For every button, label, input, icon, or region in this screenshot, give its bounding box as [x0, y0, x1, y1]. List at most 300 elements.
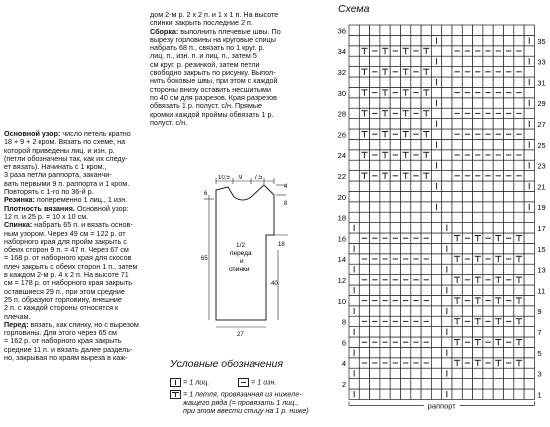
row-label-right: 29	[537, 99, 546, 109]
chart-cell	[401, 77, 411, 87]
chart-cell	[359, 202, 369, 212]
chart-cell	[370, 306, 380, 316]
row-label-right: 13	[537, 265, 546, 275]
line-text: наборного края для пройм закрыть с	[4, 236, 127, 246]
chart-cell	[421, 119, 431, 129]
chart-cell	[504, 285, 514, 295]
row-label-right: 17	[537, 224, 546, 233]
chart-cell	[514, 285, 524, 295]
row-label-right: 15	[537, 244, 546, 254]
chart-cell	[452, 202, 462, 212]
row-label-left: 26	[337, 130, 346, 140]
row-label-right: 3	[537, 369, 542, 379]
chart-cell	[390, 212, 400, 222]
chart-cell	[504, 368, 514, 378]
chart-cell	[390, 56, 400, 66]
chart-cell	[504, 35, 514, 45]
row-label-right: 7	[537, 328, 542, 337]
chart-cell	[452, 285, 462, 295]
chart-cell	[473, 212, 483, 222]
chart-cell	[431, 243, 441, 253]
chart-cell	[401, 160, 411, 170]
chart-cell	[349, 295, 359, 305]
chart-cell	[514, 389, 524, 399]
chart-cell	[390, 35, 400, 45]
chart-cell	[411, 212, 421, 222]
chart-cell	[380, 389, 390, 399]
row-label-left: 20	[337, 192, 346, 202]
chart-cell	[462, 379, 472, 389]
line-text: число петель кратно	[60, 129, 131, 138]
chart-cell	[431, 46, 441, 56]
chart-cell	[524, 171, 534, 181]
row-label-left: 30	[337, 88, 346, 98]
chart-cell	[462, 202, 472, 212]
chart-cell	[524, 379, 534, 389]
chart-cell	[524, 389, 534, 399]
chart-cell	[524, 212, 534, 222]
chart-cell	[452, 379, 462, 389]
chart-cell	[442, 119, 452, 129]
chart-cell	[524, 295, 534, 305]
chart-cell	[380, 379, 390, 389]
row-label-left: 10	[337, 296, 346, 306]
chart-cell	[370, 379, 380, 389]
chart-cell	[493, 98, 503, 108]
chart-cell	[473, 389, 483, 399]
tuck-stitch-symbol-icon	[170, 390, 181, 399]
chart-cell	[473, 264, 483, 274]
line-text: оставшиеся 29 п., при этом средние	[4, 286, 125, 296]
chart-cell	[431, 358, 441, 368]
line-text: ет вязать). Начинать с 1 кром.,	[4, 162, 107, 172]
chart-cell	[514, 264, 524, 274]
chart-cell	[504, 212, 514, 222]
chart-cell	[473, 368, 483, 378]
chart-cell	[493, 243, 503, 253]
chart-cell	[380, 181, 390, 191]
chart-cell	[401, 119, 411, 129]
chart-cell	[462, 306, 472, 316]
line-text: но, закрывая по краям выреза в каж-	[4, 353, 128, 363]
chart-cell	[370, 264, 380, 274]
chart-cell	[452, 389, 462, 399]
bold-heading: Спинка:	[4, 220, 33, 230]
chart-cell	[452, 243, 462, 253]
chart-cell	[359, 285, 369, 295]
chart-cell	[349, 254, 359, 264]
chart-cell	[442, 191, 452, 201]
chart-cell	[401, 243, 411, 253]
chart-cell	[421, 181, 431, 191]
chart-cell	[442, 98, 452, 108]
chart-cell	[349, 181, 359, 191]
chart-cell	[380, 202, 390, 212]
chart-cell	[462, 160, 472, 170]
chart-cell	[483, 368, 493, 378]
row-label-right: 19	[537, 203, 546, 213]
chart-cell	[514, 212, 524, 222]
chart-cell	[349, 275, 359, 285]
chart-cell	[411, 139, 421, 149]
line-text: = 162 р. от наборного края закрыть	[4, 336, 122, 346]
row-label-left: 16	[337, 234, 346, 244]
chart-cell	[390, 191, 400, 201]
chart-cell	[421, 264, 431, 274]
chart-cell	[421, 389, 431, 399]
chart-cell	[514, 347, 524, 357]
chart-cell	[401, 191, 411, 201]
chart-cell	[359, 139, 369, 149]
chart-cell	[370, 191, 380, 201]
chart-cell	[359, 98, 369, 108]
chart-cell	[504, 223, 514, 233]
chart-cell	[483, 56, 493, 66]
chart-cell	[359, 347, 369, 357]
chart-cell	[380, 98, 390, 108]
chart-cell	[473, 327, 483, 337]
line-text: (петли обозначены так, как их следу-	[4, 153, 128, 163]
chart-cell	[442, 67, 452, 77]
dim-right-18: 18	[278, 242, 285, 248]
chart-cell	[524, 316, 534, 326]
line-text: выполнить плечевые швы. По	[178, 26, 281, 36]
chart-cell	[452, 25, 462, 35]
dim-top-1: 10,5	[218, 175, 230, 181]
chart-cell	[431, 306, 441, 316]
line-text: Повторять с 1-го по 36-й р.	[4, 187, 94, 197]
chart-cell	[442, 316, 452, 326]
chart-cell	[359, 160, 369, 170]
row-label-right: 31	[537, 78, 546, 88]
chart-cell	[493, 306, 503, 316]
chart-cell	[431, 295, 441, 305]
chart-cell	[493, 139, 503, 149]
chart-cell	[462, 35, 472, 45]
row-label-left: 2	[341, 380, 346, 389]
chart-cell	[411, 264, 421, 274]
chart-cell	[462, 223, 472, 233]
chart-cell	[349, 358, 359, 368]
chart-cell	[431, 25, 441, 35]
chart-cell	[493, 389, 503, 399]
chart-cell	[504, 139, 514, 149]
chart-cell	[390, 264, 400, 274]
chart-cell	[452, 191, 462, 201]
chart-cell	[462, 139, 472, 149]
chart-cell	[421, 191, 431, 201]
chart-cell	[524, 25, 534, 35]
chart-cell	[401, 264, 411, 274]
chart-cell	[483, 139, 493, 149]
chart-cell	[359, 379, 369, 389]
legend-purl	[238, 378, 276, 387]
chart-cell	[431, 368, 441, 378]
chart-cell	[359, 181, 369, 191]
chart-cell	[359, 191, 369, 201]
chart-cell	[504, 25, 514, 35]
dim-right-8: 8	[284, 201, 288, 207]
chart-cell	[380, 119, 390, 129]
chart-cell	[473, 191, 483, 201]
chart-cell	[349, 160, 359, 170]
chart-cell	[421, 327, 431, 337]
chart-cell	[442, 358, 452, 368]
chart-cell	[473, 139, 483, 149]
chart-cell	[442, 87, 452, 97]
chart-cell	[504, 191, 514, 201]
chart-cell	[421, 202, 431, 212]
chart-cell	[380, 327, 390, 337]
chart-cell	[411, 202, 421, 212]
chart-cell	[504, 181, 514, 191]
chart-cell	[504, 389, 514, 399]
chart-cell	[462, 181, 472, 191]
chart-cell	[359, 368, 369, 378]
legend-tuck	[170, 390, 309, 415]
chart-cell	[431, 150, 441, 160]
line-text: попеременно 1 лиц., 1 изн.	[34, 195, 128, 205]
chart-cell	[483, 264, 493, 274]
chart-cell	[473, 35, 483, 45]
chart-cell	[452, 181, 462, 191]
chart-cell	[401, 35, 411, 45]
chart-cell	[349, 87, 359, 97]
chart-cell	[442, 171, 452, 181]
chart-cell	[442, 150, 452, 160]
chart-cell	[524, 46, 534, 56]
chart-cell	[411, 306, 421, 316]
chart-cell	[390, 181, 400, 191]
chart-cell	[370, 223, 380, 233]
chart-cell	[421, 379, 431, 389]
chart-cell	[349, 129, 359, 139]
chart-cell	[421, 98, 431, 108]
chart-cell	[431, 316, 441, 326]
chart-cell	[380, 347, 390, 357]
chart-cell	[493, 347, 503, 357]
chart-cell	[370, 56, 380, 66]
chart-cell	[370, 35, 380, 45]
chart-cell	[349, 35, 359, 45]
chart-cell	[421, 306, 431, 316]
line-text: 2 п. с каждой стороны относятся к	[4, 303, 119, 313]
chart-cell	[421, 212, 431, 222]
chart-cell	[442, 129, 452, 139]
chart-cell	[359, 327, 369, 337]
chart-cell	[421, 368, 431, 378]
chart-cell	[483, 347, 493, 357]
chart-cell	[493, 264, 503, 274]
chart-cell	[401, 56, 411, 66]
chart-cell	[462, 389, 472, 399]
chart-cell	[411, 285, 421, 295]
chart-cell	[452, 119, 462, 129]
chart-cell	[483, 181, 493, 191]
dim-height-40: 40	[271, 281, 278, 287]
row-label-right: 21	[537, 182, 546, 192]
chart-cell	[390, 160, 400, 170]
chart-cell	[493, 327, 503, 337]
chart-cell	[473, 25, 483, 35]
chart-cell	[370, 368, 380, 378]
chart-cell	[524, 347, 534, 357]
chart-cell	[504, 379, 514, 389]
chart-cell	[442, 202, 452, 212]
chart-cell	[421, 139, 431, 149]
chart-cell	[524, 285, 534, 295]
chart-cell	[401, 389, 411, 399]
legend-purl-text: = 1 изн.	[251, 377, 277, 387]
chart-cell	[524, 87, 534, 97]
chart-cell	[390, 347, 400, 357]
chart-cell	[473, 181, 483, 191]
chart-cell	[390, 77, 400, 87]
chart-cell	[514, 77, 524, 87]
left-column-line	[4, 354, 139, 362]
chart-cell	[483, 243, 493, 253]
chart-cell	[390, 306, 400, 316]
chart-cell	[431, 389, 441, 399]
chart-cell	[349, 191, 359, 201]
line-text: вырезу горловины на круговые спицы	[150, 34, 276, 44]
chart-cell	[411, 223, 421, 233]
chart-cell	[462, 56, 472, 66]
chart-cell	[380, 56, 390, 66]
chart-cell	[411, 191, 421, 201]
row-label-left: 12	[337, 276, 346, 285]
chart-cell	[452, 327, 462, 337]
chart-cell	[359, 35, 369, 45]
pattern-label-1: 1/2	[236, 242, 246, 249]
chart-cell	[514, 379, 524, 389]
chart-cell	[431, 264, 441, 274]
chart-cell	[504, 306, 514, 316]
garment-pattern-diagram	[196, 175, 316, 340]
chart-cell	[524, 337, 534, 347]
chart-cell	[349, 67, 359, 77]
chart-cell	[359, 243, 369, 253]
chart-cell	[421, 160, 431, 170]
chart-cell	[462, 98, 472, 108]
chart-cell	[370, 285, 380, 295]
chart-cell	[380, 160, 390, 170]
chart-cell	[442, 139, 452, 149]
chart-cell	[483, 77, 493, 87]
chart-cell	[452, 139, 462, 149]
chart-cell	[524, 129, 534, 139]
chart-cell	[349, 316, 359, 326]
chart-cell	[452, 264, 462, 274]
chart-cell	[390, 368, 400, 378]
rapport-label: раппорт	[427, 401, 456, 411]
row-label-right: 9	[537, 307, 542, 317]
bold-heading: Основной узор:	[4, 129, 61, 138]
chart-cell	[431, 191, 441, 201]
chart-cell	[524, 358, 534, 368]
chart-cell	[493, 181, 503, 191]
chart-cell	[483, 191, 493, 201]
chart-cell	[462, 77, 472, 87]
chart-cell	[359, 306, 369, 316]
chart-cell	[359, 223, 369, 233]
chart-cell	[493, 25, 503, 35]
line-text: свободно закрыть по рисунку. Выпол-	[150, 68, 276, 78]
chart-cell	[411, 56, 421, 66]
chart-cell	[431, 87, 441, 97]
chart-cell	[390, 223, 400, 233]
row-label-left: 28	[337, 109, 346, 119]
legend-tuck-text-2: жащего ряда (= провязать 1 лиц.,	[183, 398, 299, 407]
chart-cell	[504, 98, 514, 108]
chart-cell	[452, 56, 462, 66]
chart-cell	[452, 77, 462, 87]
line-text: полуст. с/н.	[150, 117, 188, 127]
chart-cell	[462, 264, 472, 274]
chart-cell	[431, 67, 441, 77]
chart-cell	[483, 379, 493, 389]
chart-cell	[370, 181, 380, 191]
chart-cell	[452, 306, 462, 316]
chart-cell	[380, 25, 390, 35]
chart-cell	[452, 98, 462, 108]
chart-cell	[452, 212, 462, 222]
chart-cell	[431, 337, 441, 347]
middle-column-line	[150, 119, 281, 127]
chart-cell	[370, 25, 380, 35]
chart-cell	[514, 191, 524, 201]
chart-cell	[442, 337, 452, 347]
line-text: средние 11 п. и вязать далее раздель-	[4, 344, 133, 354]
chart-cell	[349, 337, 359, 347]
row-label-left: 4	[341, 359, 346, 369]
bold-heading: Перед:	[4, 319, 29, 329]
row-label-left: 24	[337, 151, 346, 161]
chart-cell	[462, 212, 472, 222]
chart-cell	[524, 368, 534, 378]
line-text: ным узором. Через 49 см = 122 р. от	[4, 228, 126, 238]
chart-cell	[359, 56, 369, 66]
row-label-right: 35	[537, 36, 546, 46]
chart-cell	[504, 264, 514, 274]
chart-cell	[370, 202, 380, 212]
chart-cell	[442, 181, 452, 191]
chart-cell	[524, 254, 534, 264]
row-label-right: 23	[537, 161, 546, 171]
chart-cell	[411, 379, 421, 389]
chart-cell	[493, 56, 503, 66]
row-label-left: 36	[337, 26, 346, 36]
legend-knit	[170, 378, 209, 387]
row-label-left: 18	[337, 213, 346, 223]
chart-title: Схема	[338, 3, 370, 15]
chart-cell	[421, 223, 431, 233]
chart-cell	[390, 285, 400, 295]
chart-cell	[452, 35, 462, 45]
chart-cell	[421, 35, 431, 45]
chart-cell	[524, 191, 534, 201]
chart-cell	[504, 202, 514, 212]
chart-cell	[473, 223, 483, 233]
dim-top-2: 9	[239, 175, 243, 181]
dim-left-6: 6	[204, 191, 208, 197]
chart-cell	[359, 389, 369, 399]
chart-cell	[524, 327, 534, 337]
chart-cell	[411, 368, 421, 378]
chart-cell	[483, 223, 493, 233]
line-text: дом 2-м р. 2 х 2 п. и 1 х 1 п. На высоте	[150, 10, 279, 19]
chart-cell	[483, 160, 493, 170]
